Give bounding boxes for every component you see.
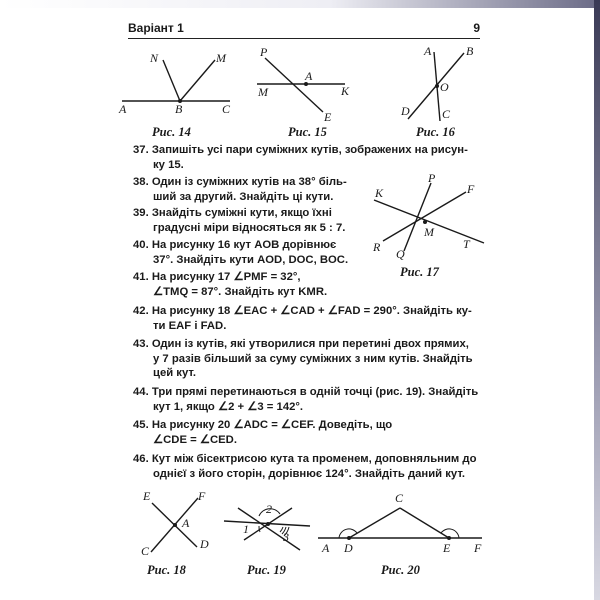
fig18-label-f: F (198, 489, 206, 503)
problem-number: 46. (133, 453, 149, 465)
problem-text: Один із кутів, які утворилися при перетині двох прямих, (151, 338, 469, 350)
page-number: 9 (473, 21, 480, 35)
fig15-label-a: A (305, 69, 313, 83)
caption-fig15: Рис. 15 (288, 125, 327, 139)
caption-fig16: Рис. 16 (416, 125, 455, 139)
problem-text: цей кут. (153, 367, 197, 379)
figure-15 (257, 58, 345, 112)
caption-fig20: Рис. 20 (381, 563, 420, 577)
problem-number: 40. (133, 239, 149, 251)
fig18-label-a: A (182, 516, 190, 530)
fig14-label-m: M (216, 51, 226, 65)
point-o-dot (435, 84, 439, 88)
fig14-label-b: B (175, 102, 183, 116)
problem-number: 39. (133, 207, 149, 219)
fig16-label-d: D (401, 104, 410, 118)
fig17-label-m: M (424, 225, 434, 239)
point-m-dot (423, 220, 427, 224)
fig19-label-2: 2 (266, 502, 272, 516)
fig20-label-c: C (395, 491, 404, 505)
fig14-label-c: C (222, 102, 231, 116)
fig20-label-e: E (443, 541, 451, 555)
fig20-label-d: D (344, 541, 353, 555)
point-a18-dot (173, 523, 177, 527)
problem-text: ∠TMQ = 87°. Знайдіть кут KMR. (153, 285, 328, 298)
fig15-label-p: P (260, 45, 268, 59)
point-d-dot (347, 536, 351, 540)
fig18-label-c: C (141, 544, 150, 558)
figure-20 (318, 508, 482, 538)
fig18-label-e: E (143, 489, 151, 503)
problem-text: ший за другий. Знайдіть ці кути. (153, 190, 334, 203)
fig14-label-n: N (150, 51, 159, 65)
problem-text: На рисунку 16 кут AOB дорівнює (151, 239, 337, 251)
fig17-label-q: Q (396, 247, 405, 261)
problem-text: градусні міри відносяться як 5 : 7. (153, 221, 346, 234)
problem-text: Три прямі перетинаються в одній точці (рис. 19). Знайдіть (151, 386, 479, 398)
caption-fig17: Рис. 17 (400, 265, 439, 279)
fig14-label-a: A (119, 102, 127, 116)
fig19-label-3: 3 (283, 530, 289, 544)
problem-39 (133, 206, 345, 235)
problem-43 (133, 337, 473, 381)
fig16-label-c: C (442, 107, 451, 121)
problem-38 (133, 175, 347, 204)
fig17-label-k: K (375, 186, 384, 200)
fig16-label-o: O (440, 80, 449, 94)
problem-text: у 7 разів більший за суму суміжних з ним кутів. Знайдіть (153, 352, 473, 365)
variant-title: Варіант 1 (128, 21, 184, 35)
problem-46 (133, 452, 476, 481)
problem-number: 37. (133, 144, 149, 156)
caption-fig18: Рис. 18 (147, 563, 186, 577)
problem-text: 37°. Знайдіть кути AOD, DOC, BOC. (153, 253, 349, 266)
point-e-dot (447, 536, 451, 540)
fig17-label-t: T (463, 237, 470, 251)
fig17-label-r: R (373, 240, 381, 254)
problem-text: кут 1, якщо ∠2 + ∠3 = 142°. (153, 400, 304, 413)
problem-text: Кут між бісектрисою кута та променем, доповняльним до (151, 453, 477, 465)
fig15-label-m: M (258, 85, 268, 99)
problem-number: 43. (133, 338, 149, 350)
problem-44 (133, 385, 478, 414)
fig17-label-f: F (467, 182, 475, 196)
problem-text: Один із суміжних кутів на 38° біль- (151, 176, 347, 188)
problem-text: ку 15. (153, 158, 184, 171)
point-19-dot (266, 522, 270, 526)
fig15-label-e: E (324, 110, 332, 124)
fig18-label-d: D (200, 537, 209, 551)
problem-number: 42. (133, 305, 149, 317)
problem-37 (133, 143, 468, 172)
problem-text: На рисунку 17 ∠PMF = 32°, (151, 271, 301, 283)
fig20-label-a: A (322, 541, 330, 555)
problem-number: 38. (133, 176, 149, 188)
problem-41 (133, 270, 327, 299)
caption-fig14: Рис. 14 (152, 125, 191, 139)
problem-text: На рисунку 20 ∠ADC = ∠CEF. Доведіть, що (151, 419, 393, 431)
fig19-label-1: 1 (243, 522, 249, 536)
problem-text: Запишіть усі пари суміжних кутів, зображених на рисун- (151, 144, 468, 156)
problem-text: ти EAF і FAD. (153, 319, 227, 332)
problem-number: 44. (133, 386, 149, 398)
caption-fig19: Рис. 19 (247, 563, 286, 577)
problem-text: На рисунку 18 ∠EAC + ∠CAD + ∠FAD = 290°. Знайдіть ку- (151, 305, 472, 317)
problem-number: 41. (133, 271, 149, 283)
problem-text: Знайдіть суміжні кути, якщо їхні (151, 207, 332, 219)
fig16-label-b: B (466, 44, 474, 58)
problem-45 (133, 418, 392, 447)
problem-40 (133, 238, 348, 267)
fig20-label-f: F (474, 541, 482, 555)
fig16-label-a: A (424, 44, 432, 58)
fig15-label-k: K (341, 84, 350, 98)
problem-42 (133, 304, 472, 333)
figure-14 (122, 60, 230, 101)
problem-text: ∠CDE = ∠CED. (153, 433, 237, 446)
problem-number: 45. (133, 419, 149, 431)
problem-text: однієї з його сторін, дорівнює 124°. Знайдіть даний кут. (153, 467, 465, 480)
fig17-label-p: P (428, 171, 436, 185)
